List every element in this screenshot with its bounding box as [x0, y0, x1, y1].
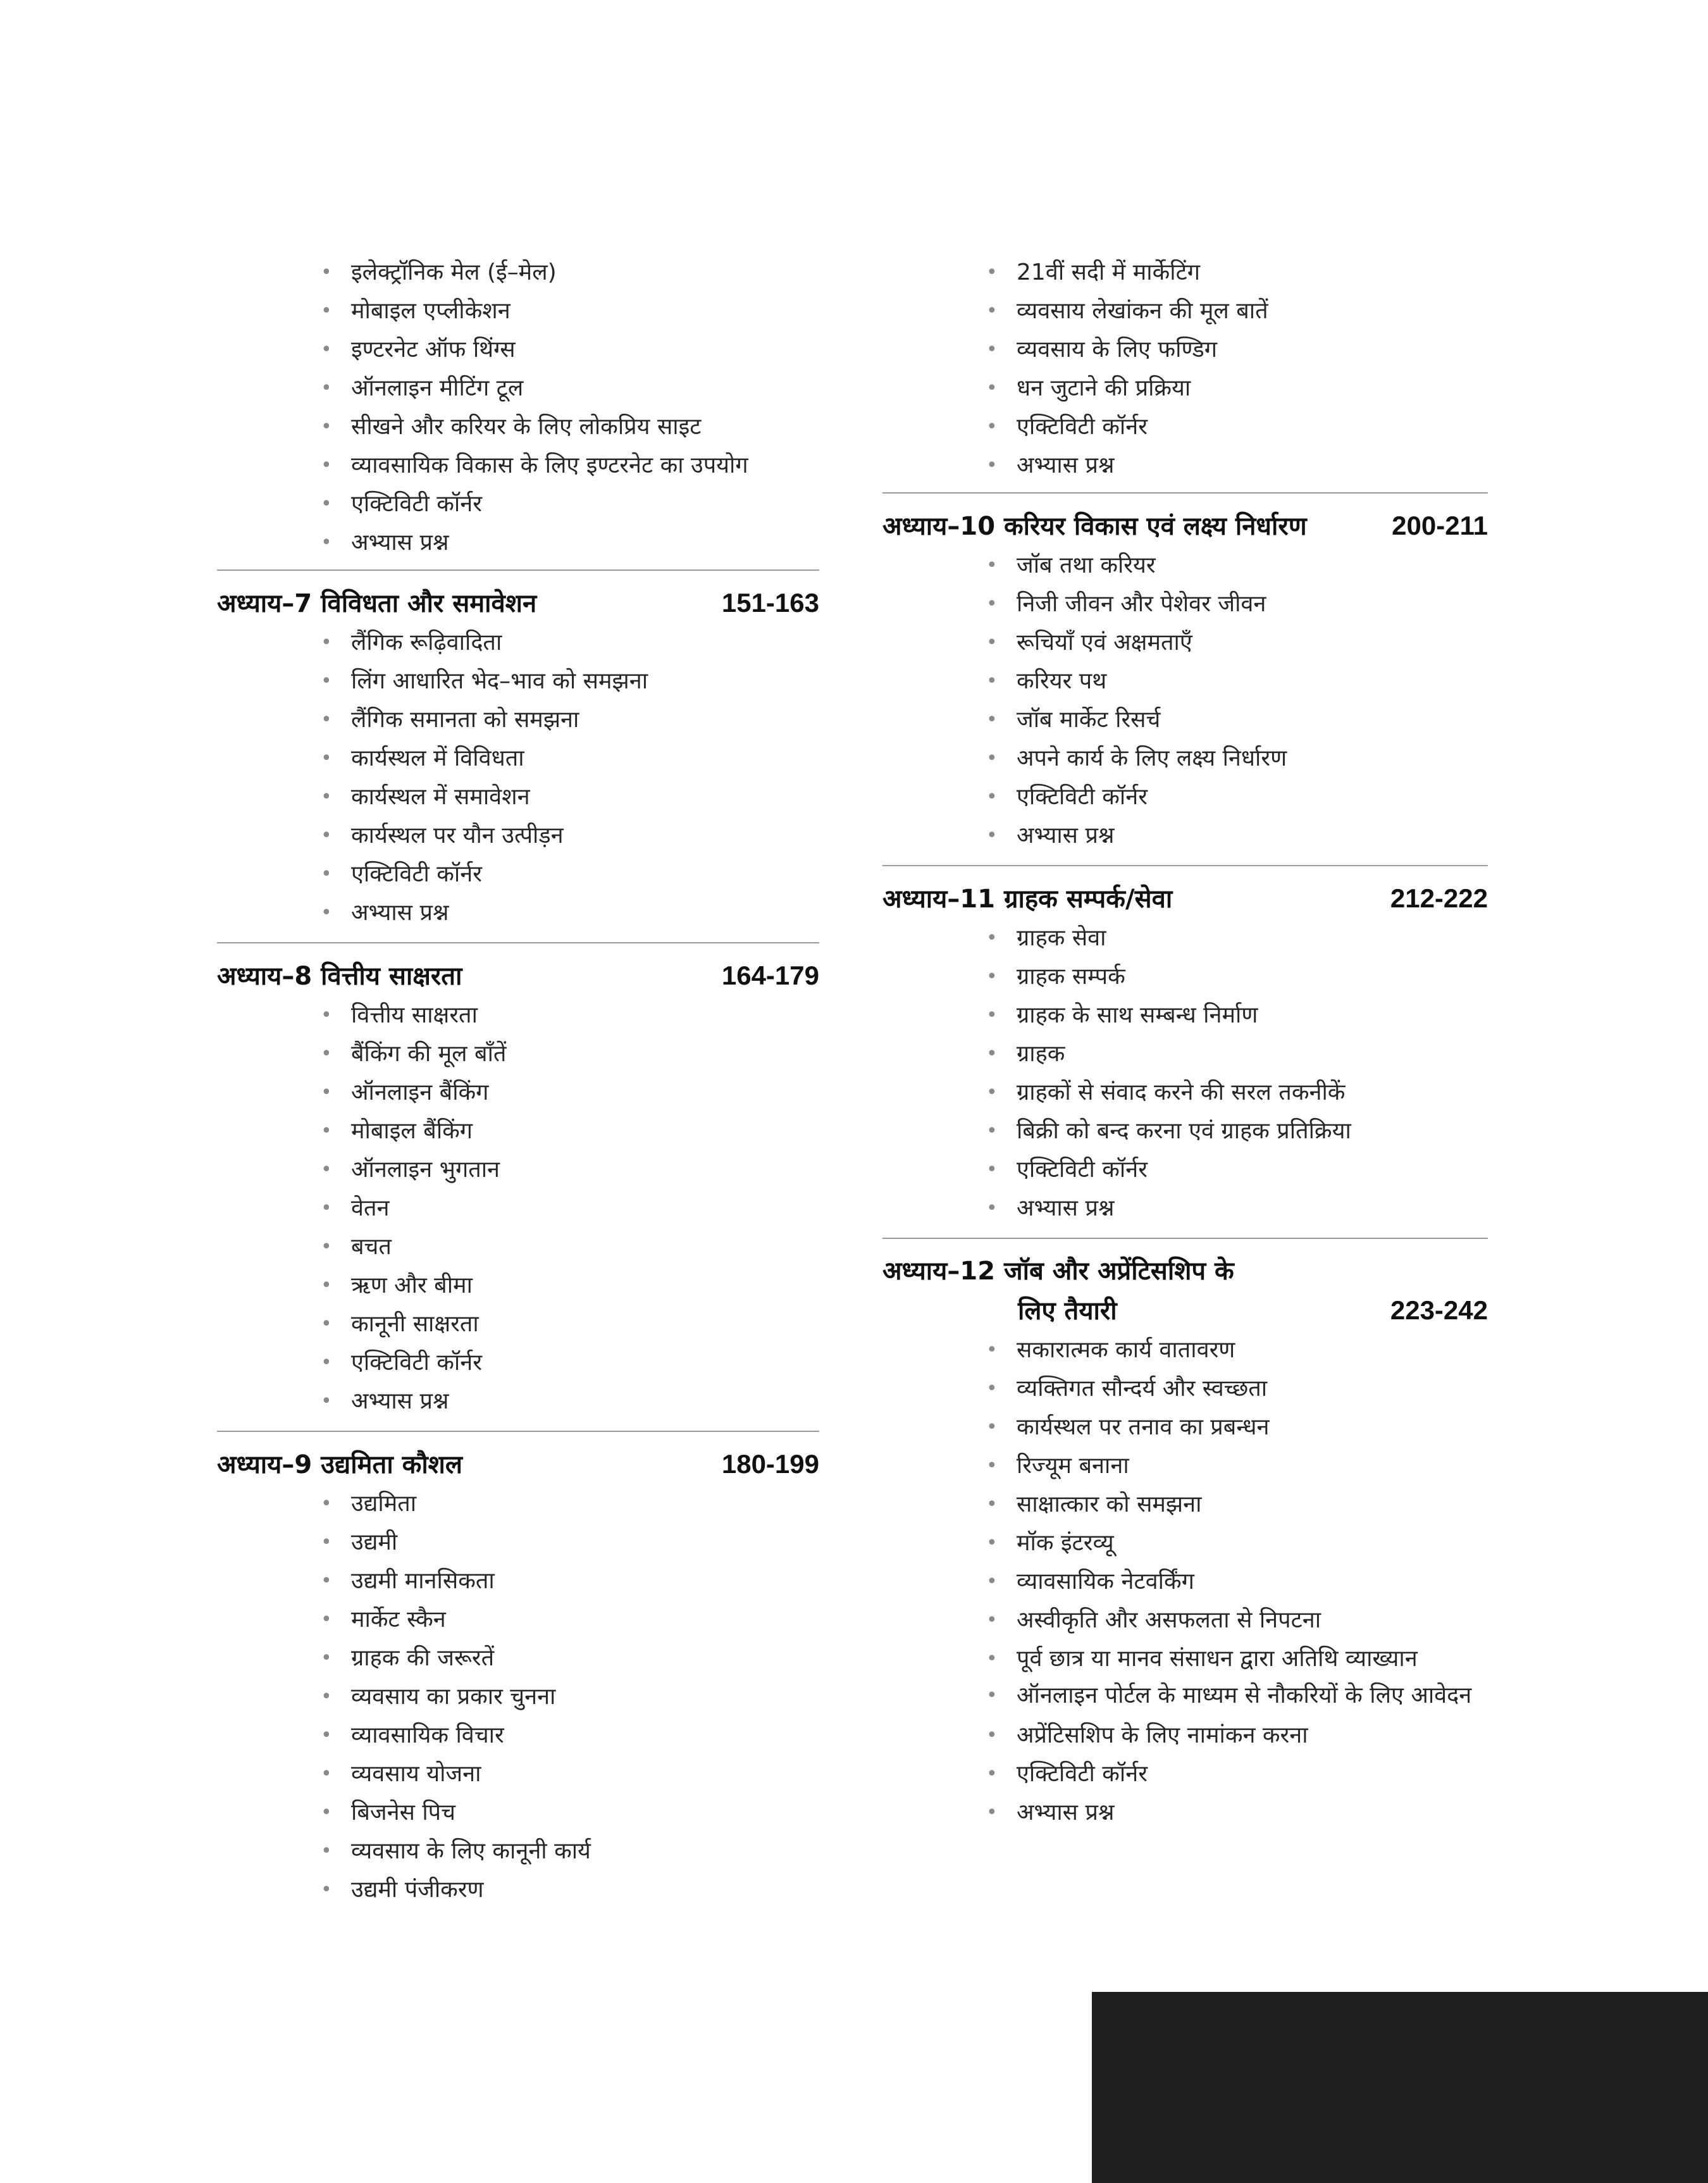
- chapter-topic-list: [217, 996, 819, 1421]
- list-item: • व्यावसायिक विकास के लिए इण्टरनेट का उपयोग: [351, 446, 819, 485]
- list-item: • लिंग आधारित भेद–भाव को समझना: [351, 662, 819, 700]
- list-item: • ऋण और बीमा: [351, 1266, 819, 1305]
- chapter-page-range: 180-199: [721, 1449, 819, 1479]
- list-item: • जॉब तथा करियर: [1017, 546, 1488, 585]
- toc-right-column: [882, 253, 1488, 1834]
- chapter-11-section: [882, 865, 1488, 1230]
- list-item: • बिजनेस पिच: [351, 1793, 819, 1832]
- list-item: • अस्वीकृति और असफलता से निपटना: [1017, 1601, 1488, 1639]
- list-item: • बचत: [351, 1228, 819, 1266]
- list-item: • करियर पथ: [1017, 662, 1488, 700]
- chapter-10-section: [882, 492, 1488, 857]
- chapter-title: अध्याय–7 विविधता और समावेशन: [217, 589, 537, 618]
- list-item: • सकारात्मक कार्य वातावरण: [1017, 1331, 1488, 1369]
- list-item: • 21वीं सदी में मार्केटिंग: [1017, 253, 1488, 292]
- list-item: • व्यवसाय लेखांकन की मूल बातें: [1017, 292, 1488, 330]
- list-item: • अभ्यास प्रश्न: [1017, 446, 1488, 485]
- chapter-heading: [882, 1252, 1488, 1291]
- list-item: • एक्टिविटी कॉर्नर: [351, 855, 819, 893]
- list-item: • ग्राहकों से संवाद करने की सरल तकनीकें: [1017, 1073, 1488, 1112]
- list-item: • एक्टिविटी कॉर्नर: [351, 1343, 819, 1382]
- list-item: • अपने कार्य के लिए लक्ष्य निर्धारण: [1017, 739, 1488, 778]
- chapter-12-section: [882, 1238, 1488, 1834]
- list-item: • जॉब मार्केट रिसर्च: [1017, 700, 1488, 739]
- list-item: • कानूनी साक्षरता: [351, 1305, 819, 1343]
- list-item: • ग्राहक सेवा: [1017, 919, 1488, 957]
- intro-topic-list-left: [217, 253, 819, 562]
- list-item: • लैंगिक समानता को समझना: [351, 700, 819, 739]
- list-item: • व्यक्तिगत सौन्दर्य और स्वच्छता: [1017, 1369, 1488, 1408]
- list-item: • उद्यमी: [351, 1523, 819, 1562]
- list-item: • ग्राहक सम्पर्क: [1017, 957, 1488, 996]
- list-item: • एक्टिविटी कॉर्नर: [1017, 1150, 1488, 1189]
- list-item: • कार्यस्थल पर तनाव का प्रबन्धन: [1017, 1408, 1488, 1446]
- list-item: • धन जुटाने की प्रक्रिया: [1017, 369, 1488, 407]
- chapter-page-range: 164-179: [721, 961, 819, 990]
- chapter-title-continued: लिए तैयारी: [1018, 1297, 1117, 1326]
- chapter-heading: [882, 879, 1488, 919]
- list-item: • ग्राहक: [1017, 1035, 1488, 1073]
- intro-topic-list-right: [882, 253, 1488, 485]
- list-item: • एक्टिविटी कॉर्नर: [1017, 778, 1488, 816]
- list-item: • वित्तीय साक्षरता: [351, 996, 819, 1035]
- chapter-topic-list: [882, 546, 1488, 855]
- list-item: • एक्टिविटी कॉर्नर: [1017, 1755, 1488, 1793]
- toc-left-column: [217, 253, 819, 1912]
- list-item: • ऑनलाइन पोर्टल के माध्यम से नौकरियों के लिए आवेदन: [1017, 1678, 1488, 1716]
- list-item: • निजी जीवन और पेशेवर जीवन: [1017, 585, 1488, 623]
- chapter-8-section: [217, 942, 819, 1423]
- list-item: • व्यवसाय के लिए कानूनी कार्य: [351, 1832, 819, 1870]
- chapter-page-range: 223-242: [1390, 1295, 1488, 1325]
- chapter-topic-list: [882, 919, 1488, 1228]
- list-item: • व्यावसायिक नेटवर्किंग: [1017, 1562, 1488, 1601]
- list-item: • साक्षात्कार को समझना: [1017, 1485, 1488, 1524]
- chapter-9-section: [217, 1431, 819, 1912]
- list-item: • इण्टरनेट ऑफ थिंग्स: [351, 330, 819, 369]
- chapter-page-range: 212-222: [1390, 883, 1488, 913]
- list-item: • अभ्यास प्रश्न: [351, 893, 819, 932]
- list-item: • सीखने और करियर के लिए लोकप्रिय साइट: [351, 407, 819, 446]
- chapter-page-range: 200-211: [1392, 511, 1488, 540]
- corner-dark-block: [1092, 1992, 1708, 2183]
- list-item: • कार्यस्थल पर यौन उत्पीड़न: [351, 816, 819, 855]
- chapter-title: अध्याय–11 ग्राहक सम्पर्क/सेवा: [882, 885, 1173, 914]
- chapter-topic-list: [882, 1331, 1488, 1832]
- list-item: • बैंकिंग की मूल बाँतें: [351, 1035, 819, 1073]
- list-item: • इलेक्ट्रॉनिक मेल (ई–मेल): [351, 253, 819, 292]
- list-item: • अभ्यास प्रश्न: [351, 1382, 819, 1421]
- list-item: • अभ्यास प्रश्न: [351, 523, 819, 562]
- list-item: • अप्रेंटिसशिप के लिए नामांकन करना: [1017, 1716, 1488, 1755]
- list-item: • ऑनलाइन भुगतान: [351, 1150, 819, 1189]
- chapter-topic-list: [217, 1484, 819, 1909]
- list-item: • उद्यमी पंजीकरण: [351, 1870, 819, 1909]
- list-item: • लैंगिक रूढ़िवादिता: [351, 623, 819, 662]
- list-item: • बिक्री को बन्द करना एवं ग्राहक प्रतिक्रिया: [1017, 1112, 1488, 1150]
- list-item: • ऑनलाइन मीटिंग टूल: [351, 369, 819, 407]
- list-item: • व्यवसाय का प्रकार चुनना: [351, 1677, 819, 1716]
- list-item: • अभ्यास प्रश्न: [1017, 1793, 1488, 1832]
- list-item: • अभ्यास प्रश्न: [1017, 816, 1488, 855]
- list-item: • पूर्व छात्र या मानव संसाधन द्वारा अतिथि व्याख्यान: [1017, 1639, 1488, 1678]
- list-item: • मॉक इंटरव्यू: [1017, 1524, 1488, 1562]
- list-item: • व्यवसाय के लिए फण्डिग: [1017, 330, 1488, 369]
- chapter-title: अध्याय–8 वित्तीय साक्षरता: [217, 962, 462, 991]
- list-item: • उद्यमिता: [351, 1484, 819, 1523]
- list-item: • व्यावसायिक विचार: [351, 1716, 819, 1755]
- chapter-heading-continued: [882, 1291, 1488, 1331]
- list-item: • अभ्यास प्रश्न: [1017, 1189, 1488, 1228]
- list-item: • उद्यमी मानसिकता: [351, 1562, 819, 1600]
- list-item: • मार्केट स्कैन: [351, 1600, 819, 1639]
- chapter-heading: [217, 956, 819, 996]
- list-item: • एक्टिविटी कॉर्नर: [1017, 407, 1488, 446]
- list-item: • व्यवसाय योजना: [351, 1755, 819, 1793]
- list-item: • ऑनलाइन बैंकिंग: [351, 1073, 819, 1112]
- chapter-title: अध्याय–9 उद्यमिता कौशल: [217, 1450, 463, 1479]
- chapter-title: अध्याय–10 करियर विकास एवं लक्ष्य निर्धारण: [882, 512, 1307, 541]
- chapter-title: अध्याय–12 जॉब और अप्रेंटिसशिप के: [882, 1257, 1234, 1286]
- list-item: • मोबाइल बैंकिंग: [351, 1112, 819, 1150]
- chapter-page-range: 151-163: [721, 588, 819, 618]
- chapter-heading: [882, 506, 1488, 546]
- chapter-heading: [217, 1445, 819, 1484]
- chapter-7-section: [217, 569, 819, 935]
- list-item: • वेतन: [351, 1189, 819, 1228]
- chapter-heading: [217, 583, 819, 623]
- list-item: • कार्यस्थल में विविधता: [351, 739, 819, 778]
- list-item: • ग्राहक की जरूरतें: [351, 1639, 819, 1677]
- list-item: • मोबाइल एप्लीकेशन: [351, 292, 819, 330]
- chapter-topic-list: [217, 623, 819, 932]
- list-item: • कार्यस्थल में समावेशन: [351, 778, 819, 816]
- list-item: • रूचियाँ एवं अक्षमताएँ: [1017, 623, 1488, 662]
- list-item: • एक्टिविटी कॉर्नर: [351, 485, 819, 523]
- list-item: • रिज्यूम बनाना: [1017, 1446, 1488, 1485]
- list-item: • ग्राहक के साथ सम्बन्ध निर्माण: [1017, 996, 1488, 1035]
